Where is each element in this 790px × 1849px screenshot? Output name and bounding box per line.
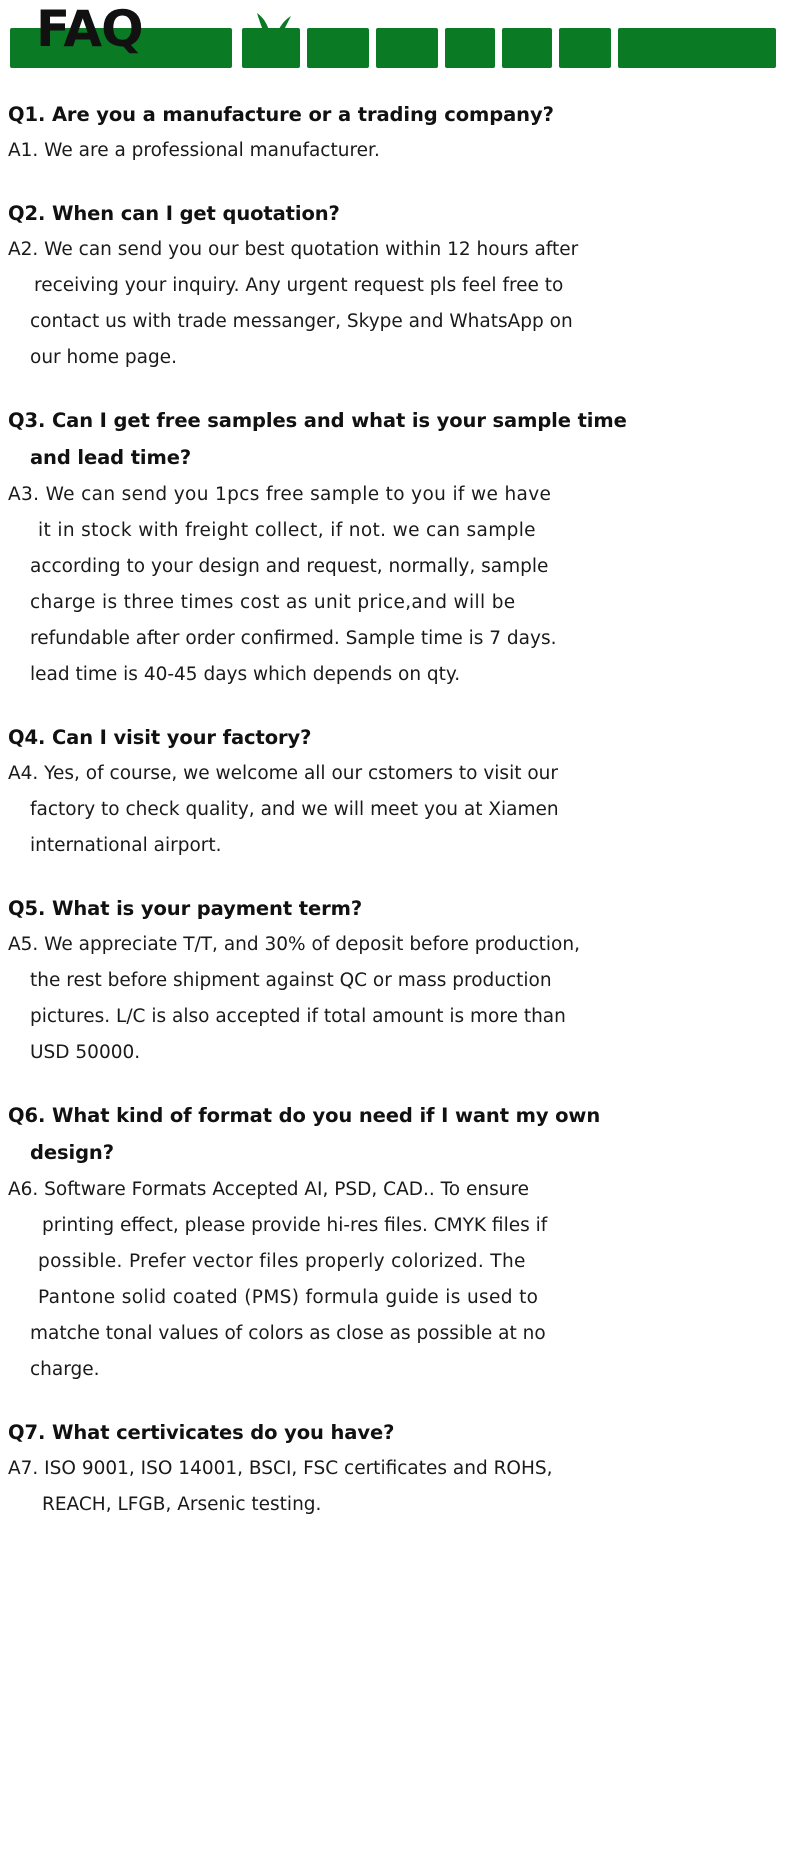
faq-question-line: Q1. Are you a manufacture or a trading company? [8, 103, 554, 126]
faq-answer [8, 232, 778, 376]
bamboo-segment [445, 28, 495, 68]
faq-answer [8, 133, 778, 169]
faq-question [8, 1414, 778, 1451]
faq-item [8, 402, 778, 692]
faq-answer-line: factory to check quality, and we will meet you at Xiamen [30, 798, 559, 820]
faq-answer [8, 927, 778, 1071]
faq-item [8, 96, 778, 169]
faq-answer-line: it in stock with freight collect, if not. we can sample [38, 519, 536, 541]
faq-answer-line: REACH, LFGB, Arsenic testing. [42, 1493, 322, 1515]
faq-item [8, 1414, 778, 1523]
faq-question-line: Q5. What is your payment term? [8, 897, 363, 921]
bamboo-segment [307, 28, 369, 68]
faq-answer [8, 756, 778, 864]
faq-question-line: Q2. When can I get quotation? [8, 202, 340, 226]
bamboo-segment [502, 28, 552, 68]
faq-question-line: design? [30, 1141, 114, 1165]
faq-answer-line: according to your design and request, normally, sample [30, 555, 549, 577]
faq-question-line: Q4. Can I visit your factory? [8, 725, 312, 749]
faq-answer [8, 1451, 778, 1523]
bamboo-segment [618, 28, 776, 68]
bamboo-segment [376, 28, 438, 68]
faq-content [0, 70, 790, 1523]
faq-answer-line: printing effect, please provide hi-res files. CMYK files if [42, 1214, 548, 1236]
faq-answer-line: lead time is 40-45 days which depends on qty. [30, 663, 461, 685]
faq-answer-line: A1. We are a professional manufacturer. [8, 140, 380, 162]
faq-question [8, 402, 778, 476]
faq-answer-line: A2. We can send you our best quotation within 12 hours after [8, 239, 579, 261]
faq-answer-line: USD 50000. [30, 1042, 141, 1064]
faq-question [8, 890, 778, 927]
faq-answer-line: Pantone solid coated (PMS) formula guide is used to [38, 1286, 539, 1308]
faq-answer-line: A4. Yes, of course, we welcome all our cstomers to visit our [8, 762, 558, 784]
faq-question [8, 719, 778, 756]
faq-item [8, 195, 778, 376]
faq-question [8, 96, 778, 133]
faq-question [8, 1097, 778, 1171]
faq-question-line: Q3. Can I get free samples and what is your sample time [8, 409, 627, 433]
faq-question-line: Q7. What certivicates do you have? [8, 1420, 395, 1444]
faq-item [8, 719, 778, 864]
faq-answer-line: charge. [30, 1358, 100, 1380]
faq-header-banner [0, 0, 790, 70]
faq-answer-line: receiving your inquiry. Any urgent request pls feel free to [34, 275, 564, 297]
faq-question-line: Q6. What kind of format do you need if I want my own [8, 1104, 601, 1128]
faq-answer-line: charge is three times cost as unit price,and will be [30, 591, 516, 613]
faq-answer [8, 477, 778, 693]
faq-answer-line: our home page. [30, 347, 177, 369]
faq-question [8, 195, 778, 232]
faq-answer-line: pictures. L/C is also accepted if total amount is more than [30, 1006, 566, 1028]
faq-answer-line: contact us with trade messanger, Skype and WhatsApp on [30, 311, 573, 333]
faq-answer-line: matche tonal values of colors as close as possible at no [30, 1322, 546, 1344]
faq-answer-line: A6. Software Formats Accepted AI, PSD, CAD.. To ensure [8, 1178, 530, 1200]
leaf-icon [253, 12, 293, 46]
faq-item [8, 890, 778, 1071]
faq-answer-line: the rest before shipment against QC or mass production [30, 970, 552, 992]
faq-answer-line: international airport. [30, 835, 222, 857]
faq-answer-line: A7. ISO 9001, ISO 14001, BSCI, FSC certificates and ROHS, [8, 1457, 553, 1479]
faq-question-line: and lead time? [30, 446, 192, 470]
faq-answer-line: refundable after order confirmed. Sample time is 7 days. [30, 627, 557, 649]
faq-answer-line: possible. Prefer vector files properly colorized. The [38, 1250, 526, 1272]
faq-answer-line: A3. We can send you 1pcs free sample to you if we have [8, 483, 552, 505]
faq-item [8, 1097, 778, 1387]
bamboo-segment [559, 28, 611, 68]
page-title: FAQ [36, 0, 143, 58]
faq-answer-line: A5. We appreciate T/T, and 30% of deposit before production, [8, 934, 580, 956]
faq-answer [8, 1172, 778, 1388]
